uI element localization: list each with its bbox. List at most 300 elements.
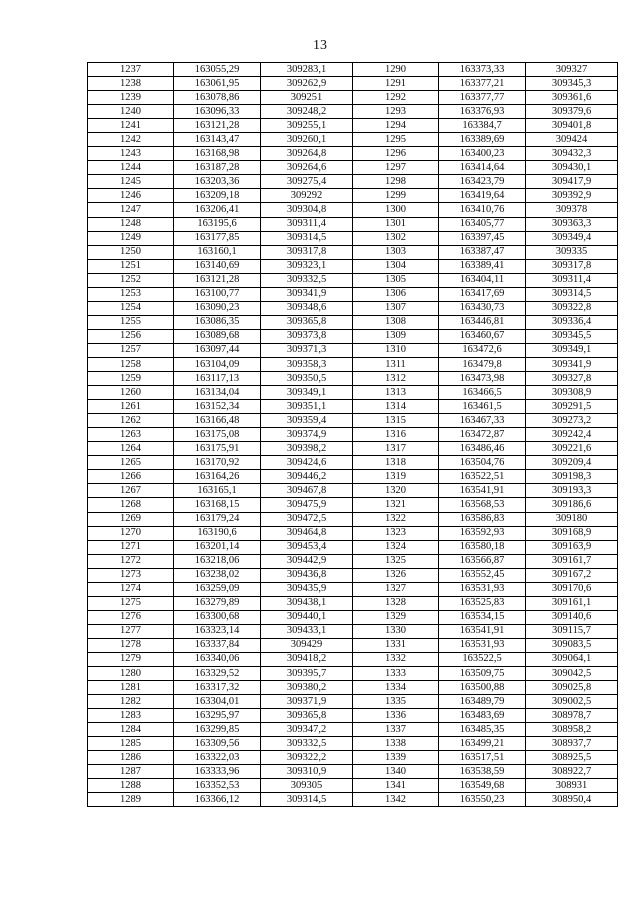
y-coordinate-right: 309180 (526, 512, 618, 526)
table-row (88, 681, 618, 695)
table-row (88, 428, 618, 442)
x-coordinate-left: 163206,41 (174, 203, 261, 217)
y-coordinate-left: 309283,1 (261, 63, 353, 77)
x-coordinate-left: 163096,33 (174, 105, 261, 119)
x-coordinate-right: 163467,33 (439, 414, 526, 428)
x-coordinate-right: 163550,23 (439, 793, 526, 807)
table-row (88, 343, 618, 357)
table-row (88, 652, 618, 666)
point-number-left: 1240 (88, 105, 174, 119)
x-coordinate-right: 163534,15 (439, 610, 526, 624)
table-row (88, 695, 618, 709)
y-coordinate-right: 309161,1 (526, 596, 618, 610)
x-coordinate-left: 163166,48 (174, 414, 261, 428)
y-coordinate-right: 309168,9 (526, 526, 618, 540)
point-number-right: 1334 (353, 681, 439, 695)
x-coordinate-left: 163177,85 (174, 231, 261, 245)
table-row (88, 105, 618, 119)
y-coordinate-right: 309221,6 (526, 442, 618, 456)
x-coordinate-left: 163165,1 (174, 484, 261, 498)
table-row (88, 414, 618, 428)
point-number-right: 1328 (353, 596, 439, 610)
y-coordinate-right: 309327 (526, 63, 618, 77)
point-number-right: 1320 (353, 484, 439, 498)
table-row (88, 357, 618, 371)
table-row (88, 442, 618, 456)
table-row (88, 231, 618, 245)
x-coordinate-right: 163483,69 (439, 709, 526, 723)
x-coordinate-left: 163218,06 (174, 554, 261, 568)
point-number-right: 1305 (353, 273, 439, 287)
y-coordinate-right: 309064,1 (526, 652, 618, 666)
point-number-right: 1340 (353, 765, 439, 779)
x-coordinate-left: 163164,26 (174, 470, 261, 484)
y-coordinate-left: 309440,1 (261, 610, 353, 624)
y-coordinate-right: 309336,4 (526, 315, 618, 329)
table-row (88, 470, 618, 484)
y-coordinate-right: 309363,3 (526, 217, 618, 231)
table-row (88, 259, 618, 273)
x-coordinate-right: 163373,33 (439, 63, 526, 77)
x-coordinate-left: 163209,18 (174, 189, 261, 203)
x-coordinate-right: 163552,45 (439, 568, 526, 582)
point-number-left: 1264 (88, 442, 174, 456)
point-number-right: 1342 (353, 793, 439, 807)
point-number-left: 1242 (88, 133, 174, 147)
y-coordinate-left: 309260,1 (261, 133, 353, 147)
x-coordinate-left: 163352,53 (174, 779, 261, 793)
x-coordinate-left: 163121,28 (174, 119, 261, 133)
y-coordinate-right: 309161,7 (526, 554, 618, 568)
table-row (88, 63, 618, 77)
y-coordinate-left: 309436,8 (261, 568, 353, 582)
point-number-right: 1318 (353, 456, 439, 470)
x-coordinate-right: 163377,77 (439, 91, 526, 105)
x-coordinate-left: 163333,96 (174, 765, 261, 779)
y-coordinate-left: 309380,2 (261, 681, 353, 695)
table-row (88, 484, 618, 498)
point-number-right: 1338 (353, 737, 439, 751)
y-coordinate-left: 309442,9 (261, 554, 353, 568)
x-coordinate-left: 163259,09 (174, 582, 261, 596)
point-number-left: 1268 (88, 498, 174, 512)
y-coordinate-left: 309418,2 (261, 652, 353, 666)
y-coordinate-left: 309264,8 (261, 147, 353, 161)
table-row (88, 751, 618, 765)
table-row (88, 737, 618, 751)
y-coordinate-right: 309341,9 (526, 357, 618, 371)
x-coordinate-right: 163541,91 (439, 484, 526, 498)
x-coordinate-right: 163389,41 (439, 259, 526, 273)
x-coordinate-right: 163479,8 (439, 357, 526, 371)
y-coordinate-left: 309467,8 (261, 484, 353, 498)
point-number-right: 1333 (353, 667, 439, 681)
point-number-right: 1326 (353, 568, 439, 582)
point-number-right: 1321 (353, 498, 439, 512)
table-row (88, 512, 618, 526)
x-coordinate-right: 163461,5 (439, 400, 526, 414)
point-number-left: 1269 (88, 512, 174, 526)
point-number-right: 1339 (353, 751, 439, 765)
point-number-right: 1336 (353, 709, 439, 723)
y-coordinate-left: 309341,9 (261, 287, 353, 301)
table-row (88, 667, 618, 681)
x-coordinate-right: 163592,93 (439, 526, 526, 540)
y-coordinate-right: 309163,9 (526, 540, 618, 554)
x-coordinate-right: 163531,93 (439, 582, 526, 596)
point-number-left: 1249 (88, 231, 174, 245)
table-row (88, 638, 618, 652)
point-number-right: 1314 (353, 400, 439, 414)
x-coordinate-right: 163522,51 (439, 470, 526, 484)
y-coordinate-left: 309438,1 (261, 596, 353, 610)
y-coordinate-right: 308937,7 (526, 737, 618, 751)
x-coordinate-right: 163400,23 (439, 147, 526, 161)
y-coordinate-right: 309193,3 (526, 484, 618, 498)
y-coordinate-right: 309424 (526, 133, 618, 147)
x-coordinate-right: 163387,47 (439, 245, 526, 259)
y-coordinate-left: 309251 (261, 91, 353, 105)
point-number-right: 1312 (353, 372, 439, 386)
y-coordinate-right: 309401,8 (526, 119, 618, 133)
point-number-left: 1244 (88, 161, 174, 175)
y-coordinate-left: 309371,3 (261, 343, 353, 357)
y-coordinate-left: 309373,8 (261, 329, 353, 343)
x-coordinate-right: 163397,45 (439, 231, 526, 245)
y-coordinate-right: 309417,9 (526, 175, 618, 189)
x-coordinate-left: 163143,47 (174, 133, 261, 147)
point-number-left: 1252 (88, 273, 174, 287)
y-coordinate-right: 308931 (526, 779, 618, 793)
x-coordinate-right: 163549,68 (439, 779, 526, 793)
x-coordinate-left: 163089,68 (174, 329, 261, 343)
point-number-left: 1265 (88, 456, 174, 470)
x-coordinate-left: 163203,36 (174, 175, 261, 189)
point-number-left: 1260 (88, 386, 174, 400)
x-coordinate-right: 163472,87 (439, 428, 526, 442)
point-number-left: 1287 (88, 765, 174, 779)
x-coordinate-left: 163195,6 (174, 217, 261, 231)
y-coordinate-right: 309322,8 (526, 301, 618, 315)
x-coordinate-left: 163175,91 (174, 442, 261, 456)
y-coordinate-left: 309314,5 (261, 231, 353, 245)
x-coordinate-right: 163504,76 (439, 456, 526, 470)
y-coordinate-right: 309025,8 (526, 681, 618, 695)
x-coordinate-right: 163430,73 (439, 301, 526, 315)
x-coordinate-right: 163473,98 (439, 372, 526, 386)
y-coordinate-left: 309464,8 (261, 526, 353, 540)
x-coordinate-left: 163295,97 (174, 709, 261, 723)
x-coordinate-right: 163377,21 (439, 77, 526, 91)
x-coordinate-right: 163472,6 (439, 343, 526, 357)
y-coordinate-left: 309262,9 (261, 77, 353, 91)
y-coordinate-right: 309432,3 (526, 147, 618, 161)
x-coordinate-left: 163187,28 (174, 161, 261, 175)
y-coordinate-left: 309348,6 (261, 301, 353, 315)
y-coordinate-left: 309359,4 (261, 414, 353, 428)
point-number-left: 1262 (88, 414, 174, 428)
x-coordinate-right: 163500,88 (439, 681, 526, 695)
point-number-right: 1330 (353, 624, 439, 638)
x-coordinate-right: 163525,83 (439, 596, 526, 610)
x-coordinate-left: 163160,1 (174, 245, 261, 259)
y-coordinate-left: 309358,3 (261, 357, 353, 371)
y-coordinate-right: 309170,6 (526, 582, 618, 596)
y-coordinate-right: 308950,4 (526, 793, 618, 807)
x-coordinate-left: 163300,68 (174, 610, 261, 624)
y-coordinate-left: 309311,4 (261, 217, 353, 231)
y-coordinate-right: 309083,5 (526, 638, 618, 652)
y-coordinate-left: 309472,5 (261, 512, 353, 526)
y-coordinate-right: 309314,5 (526, 287, 618, 301)
point-number-left: 1263 (88, 428, 174, 442)
y-coordinate-left: 309435,9 (261, 582, 353, 596)
x-coordinate-left: 163329,52 (174, 667, 261, 681)
point-number-left: 1254 (88, 301, 174, 315)
point-number-right: 1316 (353, 428, 439, 442)
y-coordinate-left: 309475,9 (261, 498, 353, 512)
point-number-right: 1301 (353, 217, 439, 231)
x-coordinate-right: 163417,69 (439, 287, 526, 301)
y-coordinate-left: 309332,5 (261, 273, 353, 287)
point-number-right: 1317 (353, 442, 439, 456)
x-coordinate-right: 163509,75 (439, 667, 526, 681)
y-coordinate-left: 309248,2 (261, 105, 353, 119)
table-row (88, 245, 618, 259)
point-number-right: 1315 (353, 414, 439, 428)
point-number-right: 1341 (353, 779, 439, 793)
point-number-right: 1302 (353, 231, 439, 245)
y-coordinate-right: 308922,7 (526, 765, 618, 779)
point-number-left: 1238 (88, 77, 174, 91)
x-coordinate-right: 163538,59 (439, 765, 526, 779)
y-coordinate-left: 309347,2 (261, 723, 353, 737)
y-coordinate-right: 309273,2 (526, 414, 618, 428)
y-coordinate-left: 309374,9 (261, 428, 353, 442)
point-number-left: 1275 (88, 596, 174, 610)
point-number-right: 1307 (353, 301, 439, 315)
point-number-right: 1335 (353, 695, 439, 709)
x-coordinate-right: 163423,79 (439, 175, 526, 189)
y-coordinate-left: 309453,4 (261, 540, 353, 554)
point-number-right: 1324 (353, 540, 439, 554)
table-row (88, 175, 618, 189)
point-number-right: 1329 (353, 610, 439, 624)
y-coordinate-right: 309317,8 (526, 259, 618, 273)
point-number-right: 1322 (353, 512, 439, 526)
point-number-left: 1261 (88, 400, 174, 414)
table-row (88, 709, 618, 723)
y-coordinate-left: 309365,8 (261, 709, 353, 723)
x-coordinate-right: 163522,5 (439, 652, 526, 666)
point-number-left: 1274 (88, 582, 174, 596)
point-number-right: 1310 (353, 343, 439, 357)
y-coordinate-left: 309304,8 (261, 203, 353, 217)
table-row (88, 287, 618, 301)
x-coordinate-right: 163499,21 (439, 737, 526, 751)
point-number-left: 1273 (88, 568, 174, 582)
table-row (88, 540, 618, 554)
x-coordinate-left: 163055,29 (174, 63, 261, 77)
table-row (88, 582, 618, 596)
coordinates-table-body (88, 63, 618, 807)
point-number-right: 1298 (353, 175, 439, 189)
y-coordinate-left: 309332,5 (261, 737, 353, 751)
point-number-left: 1266 (88, 470, 174, 484)
x-coordinate-right: 163460,67 (439, 329, 526, 343)
x-coordinate-right: 163405,77 (439, 217, 526, 231)
y-coordinate-left: 309323,1 (261, 259, 353, 273)
table-row (88, 568, 618, 582)
y-coordinate-left: 309429 (261, 638, 353, 652)
table-row (88, 610, 618, 624)
x-coordinate-left: 163097,44 (174, 343, 261, 357)
y-coordinate-right: 309349,4 (526, 231, 618, 245)
x-coordinate-left: 163061,95 (174, 77, 261, 91)
table-row (88, 91, 618, 105)
y-coordinate-left: 309365,8 (261, 315, 353, 329)
point-number-right: 1332 (353, 652, 439, 666)
point-number-left: 1257 (88, 343, 174, 357)
point-number-left: 1281 (88, 681, 174, 695)
x-coordinate-right: 163410,76 (439, 203, 526, 217)
point-number-left: 1288 (88, 779, 174, 793)
y-coordinate-left: 309314,5 (261, 793, 353, 807)
point-number-left: 1259 (88, 372, 174, 386)
x-coordinate-left: 163168,98 (174, 147, 261, 161)
y-coordinate-left: 309275,4 (261, 175, 353, 189)
table-row (88, 765, 618, 779)
x-coordinate-right: 163517,51 (439, 751, 526, 765)
point-number-left: 1258 (88, 357, 174, 371)
point-number-left: 1245 (88, 175, 174, 189)
y-coordinate-right: 309379,6 (526, 105, 618, 119)
x-coordinate-right: 163446,81 (439, 315, 526, 329)
y-coordinate-left: 309398,2 (261, 442, 353, 456)
y-coordinate-right: 309361,6 (526, 91, 618, 105)
point-number-left: 1278 (88, 638, 174, 652)
point-number-left: 1267 (88, 484, 174, 498)
y-coordinate-right: 308958,2 (526, 723, 618, 737)
x-coordinate-right: 163414,64 (439, 161, 526, 175)
y-coordinate-right: 308978,7 (526, 709, 618, 723)
x-coordinate-right: 163531,93 (439, 638, 526, 652)
y-coordinate-right: 309042,5 (526, 667, 618, 681)
point-number-right: 1331 (353, 638, 439, 652)
y-coordinate-right: 309311,4 (526, 273, 618, 287)
x-coordinate-left: 163201,14 (174, 540, 261, 554)
x-coordinate-left: 163322,03 (174, 751, 261, 765)
point-number-left: 1253 (88, 287, 174, 301)
point-number-left: 1277 (88, 624, 174, 638)
x-coordinate-left: 163190,6 (174, 526, 261, 540)
point-number-left: 1286 (88, 751, 174, 765)
y-coordinate-right: 309345,5 (526, 329, 618, 343)
point-number-right: 1293 (353, 105, 439, 119)
x-coordinate-left: 163366,12 (174, 793, 261, 807)
point-number-right: 1311 (353, 357, 439, 371)
point-number-right: 1290 (353, 63, 439, 77)
point-number-left: 1270 (88, 526, 174, 540)
x-coordinate-left: 163134,04 (174, 386, 261, 400)
point-number-left: 1283 (88, 709, 174, 723)
y-coordinate-left: 309433,1 (261, 624, 353, 638)
table-row (88, 119, 618, 133)
y-coordinate-left: 309255,1 (261, 119, 353, 133)
point-number-left: 1247 (88, 203, 174, 217)
y-coordinate-right: 309430,1 (526, 161, 618, 175)
y-coordinate-right: 309378 (526, 203, 618, 217)
x-coordinate-right: 163566,87 (439, 554, 526, 568)
point-number-left: 1285 (88, 737, 174, 751)
x-coordinate-right: 163389,69 (439, 133, 526, 147)
table-row (88, 329, 618, 343)
point-number-left: 1280 (88, 667, 174, 681)
point-number-left: 1250 (88, 245, 174, 259)
x-coordinate-left: 163140,69 (174, 259, 261, 273)
point-number-left: 1272 (88, 554, 174, 568)
y-coordinate-right: 309167,2 (526, 568, 618, 582)
y-coordinate-left: 309310,9 (261, 765, 353, 779)
y-coordinate-right: 309115,7 (526, 624, 618, 638)
point-number-right: 1323 (353, 526, 439, 540)
y-coordinate-left: 309264,6 (261, 161, 353, 175)
point-number-right: 1306 (353, 287, 439, 301)
table-row (88, 217, 618, 231)
y-coordinate-right: 309349,1 (526, 343, 618, 357)
point-number-right: 1299 (353, 189, 439, 203)
x-coordinate-left: 163304,01 (174, 695, 261, 709)
point-number-right: 1300 (353, 203, 439, 217)
x-coordinate-right: 163568,53 (439, 498, 526, 512)
y-coordinate-right: 309242,4 (526, 428, 618, 442)
y-coordinate-right: 309392,9 (526, 189, 618, 203)
point-number-right: 1319 (353, 470, 439, 484)
y-coordinate-right: 309186,6 (526, 498, 618, 512)
point-number-left: 1271 (88, 540, 174, 554)
point-number-left: 1279 (88, 652, 174, 666)
y-coordinate-right: 309291,5 (526, 400, 618, 414)
table-row (88, 372, 618, 386)
y-coordinate-left: 309350,5 (261, 372, 353, 386)
x-coordinate-left: 163100,77 (174, 287, 261, 301)
point-number-right: 1292 (353, 91, 439, 105)
y-coordinate-right: 309209,4 (526, 456, 618, 470)
point-number-right: 1303 (353, 245, 439, 259)
x-coordinate-right: 163384,7 (439, 119, 526, 133)
x-coordinate-left: 163238,02 (174, 568, 261, 582)
table-row (88, 301, 618, 315)
y-coordinate-right: 308925,5 (526, 751, 618, 765)
x-coordinate-right: 163376,93 (439, 105, 526, 119)
point-number-right: 1294 (353, 119, 439, 133)
table-row (88, 723, 618, 737)
y-coordinate-right: 309345,3 (526, 77, 618, 91)
x-coordinate-right: 163486,46 (439, 442, 526, 456)
y-coordinate-right: 309335 (526, 245, 618, 259)
point-number-left: 1276 (88, 610, 174, 624)
x-coordinate-left: 163323,14 (174, 624, 261, 638)
point-number-right: 1313 (353, 386, 439, 400)
point-number-right: 1308 (353, 315, 439, 329)
point-number-left: 1282 (88, 695, 174, 709)
table-row (88, 133, 618, 147)
y-coordinate-right: 309140,6 (526, 610, 618, 624)
x-coordinate-right: 163580,18 (439, 540, 526, 554)
x-coordinate-left: 163168,15 (174, 498, 261, 512)
y-coordinate-right: 309198,3 (526, 470, 618, 484)
coordinates-table (87, 62, 618, 807)
